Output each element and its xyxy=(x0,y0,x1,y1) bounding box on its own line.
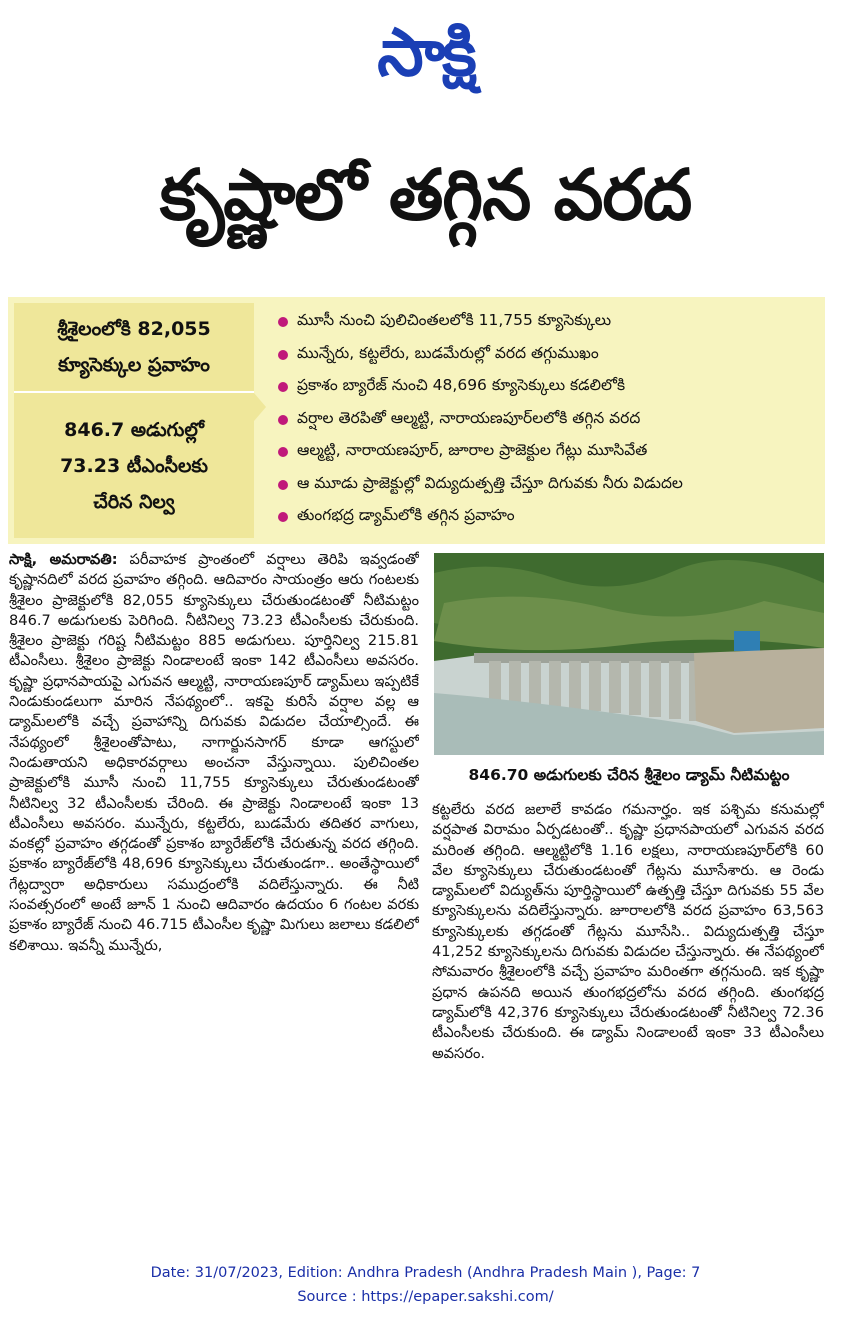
bullet-dot-icon xyxy=(278,512,288,522)
highlight-stat-line: క్యూసెక్కుల ప్రవాహం xyxy=(58,354,210,376)
highlight-stat-line: శ్రీశైలంలోకి 82,055 xyxy=(57,318,211,340)
bullet-dot-icon xyxy=(278,415,288,425)
bullet-text: ఆల్మట్టి, నారాయణపూర్, జూరాల ప్రాజెక్టుల గేట్లు మూసివేత xyxy=(297,441,648,460)
highlight-stat-line: 73.23 టీఎంసీలకు xyxy=(60,454,208,477)
bullet-dot-icon xyxy=(278,350,288,360)
bullet-item xyxy=(278,436,823,469)
edition-info: Date: 31/07/2023, Edition: Andhra Pradesh (Andhra Pradesh Main ), Page: 7 xyxy=(150,1265,701,1281)
article-column-right: కట్టలేరు వరద జలాలే కావడం గమనార్హం. ఇక పశ్చిమ కనుమల్లో వర్షపాత విరామం ఏర్పడటంతో.. కృష్ణా ప్రధానపాయలో ఎగువన వరద మరింత తగ్గింది. ఆల్మట్టిలోకి 1.16 లక్షలు, నారాయణపూర్‌లోకి 60 వేల క్యూసెక్కులు చేరుతుండటంతో గేట్లను మూసేశారు. ఆ రెండు డ్యామ్‌లలో విద్యుత్‌ను పూర్తిస్థాయిలో ఉత్పత్తి చేస్తూ దిగువకు 55 వేల క్యూసెక్కులను వదిలేస్తున్నారు. జూరాలలోకి వరద ప్రవాహం 63,563 క్యూసెక్కులకు తగ్గడంతో గేట్లను మూసేసి.. విద్యుదుత్పత్తి చేస్తూ 41,252 క్యూసెక్కులను దిగువకు విడుదల చేస్తున్నారు. ఈ నేపథ్యంలో సోమవారం శ్రీశైలంలోకి వచ్చే ప్రవాహం మరింతగా తగ్గనుంది. ఇక కృష్ణా ప్రధాన ఉపనది అయిన తుంగభద్రలోను వరద తగ్గింది. తుంగభద్ర డ్యామ్‌లోకి 42,376 క్యూసెక్కులు చేరుతుండటంతో నీటినిల్వ 72.36 టీఎంసీలకు చేరుకుంది. ఈ డ్యామ్ నిండాలంటే ఇంకా 33 టీఎంసీలు అవసరం. xyxy=(432,801,824,1062)
bullet-text: మున్నేరు, కట్టలేరు, బుడమేరుల్లో వరద తగ్గుముఖం xyxy=(297,343,599,362)
highlight-pointer-arrow xyxy=(254,393,266,421)
bullet-item xyxy=(278,404,823,437)
headline: కృష్ణాలో తగ్గిన వరద xyxy=(159,154,692,236)
photo-caption: 846.70 అడుగులకు చేరిన శ్రీశైలం డ్యామ్ నీటిమట్టం xyxy=(468,766,790,784)
highlight-stat-line: 846.7 అడుగుల్లో xyxy=(64,418,204,441)
highlight-bullet-list xyxy=(278,306,823,534)
highlight-stat-inflow xyxy=(14,303,254,393)
dam-photo xyxy=(434,553,824,755)
bullet-dot-icon xyxy=(278,317,288,327)
highlight-stat-storage xyxy=(14,393,254,538)
bullet-text: ఆ మూడు ప్రాజెక్టుల్లో విద్యుదుత్పత్తి చేస్తూ దిగువకు నీరు విడుదల xyxy=(297,473,683,492)
highlight-stats-box xyxy=(14,303,254,538)
bullet-text: వర్షాల తెరపితో ఆల్మట్టి, నారాయణపూర్‌లలోకి తగ్గిన వరద xyxy=(297,408,641,427)
bullet-item xyxy=(278,501,823,534)
bullet-item xyxy=(278,306,823,339)
bullet-item xyxy=(278,371,823,404)
bullet-text: మూసీ నుంచి పులిచింతలలోకి 11,755 క్యూసెక్కులు xyxy=(297,311,612,330)
bullet-item xyxy=(278,469,823,502)
masthead xyxy=(0,10,851,95)
bullet-dot-icon xyxy=(278,382,288,392)
highlight-stat-line: చేరిన నిల్వ xyxy=(93,490,175,513)
article-body-left: పరీవాహక ప్రాంతంలో వర్షాలు తెరిపి ఇవ్వడంతో కృష్ణానదిలో వరద ప్రవాహం తగ్గింది. ఆదివారం సాయంత్రం ఆరు గంటలకు శ్రీశైలం ప్రాజెక్టులోకి 82,055 క్యూసెక్కులు చేరుతుండటంతో నీటిమట్టం 846.7 అడుగులకు పెరిగింది. నీటినిల్వ 73.23 టీఎంసీలకు చేరుకుంది. శ్రీశైలం ప్రాజెక్టు గరిష్ట నీటిమట్టం 885 అడుగులు. పూర్తినిల్వ 215.81 టీఎంసీలు. శ్రీశైలం ప్రాజెక్టు నిండాలంటే ఇంకా 142 టీఎంసీలు అవసరం. కృష్ణా ప్రధానపాయపై ఎగువన ఆల్మట్టి, నారాయణపూర్ డ్యామ్‌లు ఇప్పటికే నిండుకుండలుగా మారిన నేపథ్యంలో.. ఇకపై కురిసే వర్షాల వల్ల ఆ డ్యామ్‌లలోకి వచ్చే ప్రవాహాన్ని దిగువకు విడుదల చేయాల్సిందే. ఈ నేపథ్యంలో శ్రీశైలంతోపాటు, నాగార్జునసాగర్ కూడా ఆగస్టులో నిండుతాయని అధికారవర్గాలు అంచనా వేస్తున్నాయి. పులిచింతల ప్రాజెక్టులోకి మూసీ నుంచి 11,755 క్యూసెక్కులు చేరుతుండటంతో నీటినిల్వ 32 టీఎంసీలకు చేరింది. ఈ ప్రాజెక్టు నిండాలంటే ఇంకా 13 టీఎంసీలు అవసరం. మున్నేరు, కట్టలేరు, బుడమేరు తదితర వాగులు, వంకల్లో ప్రవాహం తగ్గడంతో ప్రకాశం బ్యారేజ్‌లోకి చేరుతున్న వరద తగ్గింది. ప్రకాశం బ్యారేజ్‌లోకి 48,696 క్యూసెక్కులు చేరుతుండగా.. అంతేస్థాయిలో గేట్లద్వారా అధికారులు సముద్రంలోకి వదిలేస్తున్నారు. ఈ నీటి సంవత్సరంలో అంటే జూన్ 1 నుంచి ఆదివారం ఉదయం 6 గంటల వరకు ప్రకాశం బ్యారేజ్ నుంచి 46.715 టీఎంసీల కృష్ణా మిగులు జలాలు కడలిలో కలిశాయి. ఇవన్నీ మున్నేరు, xyxy=(9,551,419,954)
article-dateline: సాక్షి, అమరావతి: xyxy=(9,551,118,568)
article-column-left xyxy=(9,550,419,1240)
bullet-dot-icon xyxy=(278,480,288,490)
bullet-item xyxy=(278,339,823,372)
highlights-box xyxy=(8,297,825,544)
bullet-text: తుంగభద్ర డ్యామ్‌లోకి తగ్గిన ప్రవాహం xyxy=(297,506,515,525)
bullet-text: ప్రకాశం బ్యారేజ్ నుంచి 48,696 క్యూసెక్కులు కడలిలోకి xyxy=(297,376,626,395)
bullet-dot-icon xyxy=(278,447,288,457)
source-link[interactable]: Source : https://epaper.sakshi.com/ xyxy=(297,1289,554,1305)
sakshi-logo: సాక్షి xyxy=(377,13,474,91)
